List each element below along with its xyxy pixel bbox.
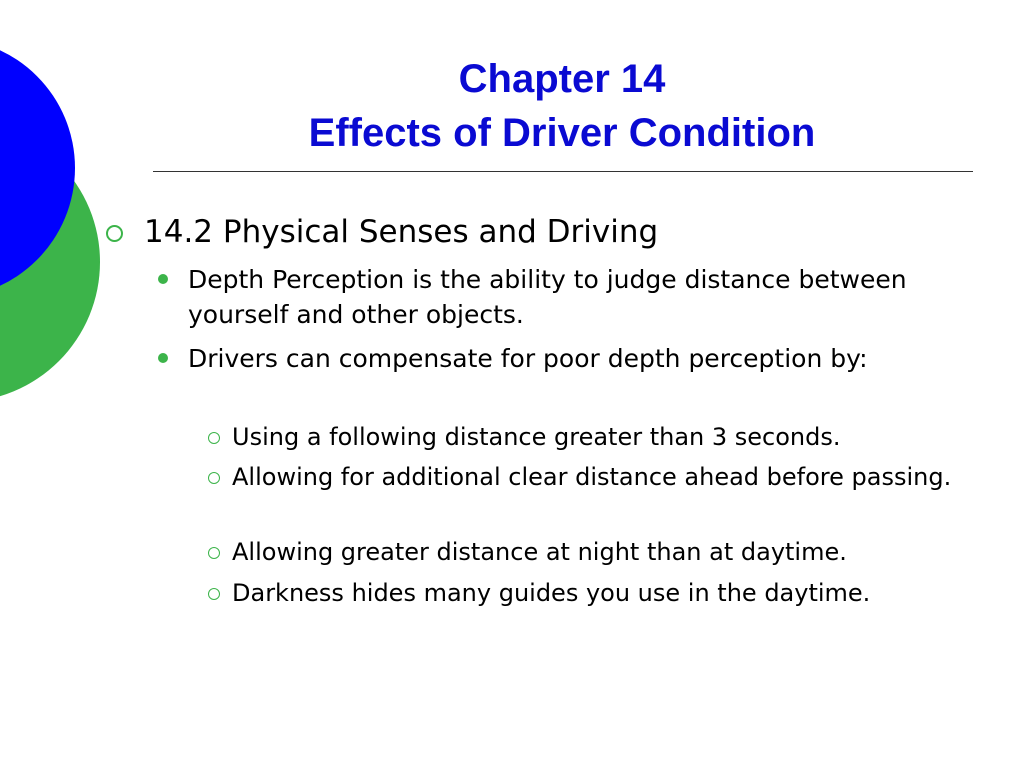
level3-item-night-distance: Allowing greater distance at night than at daytime. [232,538,847,566]
hollow-circle-bullet-icon [208,547,220,559]
filled-circle-bullet-icon [158,353,168,363]
level2-item-compensate: Drivers can compensate for poor depth perception by: [188,344,868,373]
level3-item-following-distance: Using a following distance greater than 3 seconds. [232,423,841,451]
level3-item-clear-distance: Allowing for additional clear distance ahead before passing. [232,463,952,491]
level3-item-darkness: Darkness hides many guides you use in the daytime. [232,579,871,607]
filled-circle-bullet-icon [158,274,168,284]
level1-item: 14.2 Physical Senses and Driving [144,214,659,250]
hollow-circle-bullet-icon [208,472,220,484]
slide-title-line1: Chapter 14 [458,57,666,101]
hollow-circle-bullet-icon [208,588,220,600]
slide-title-line2: Effects of Driver Condition [308,111,816,155]
hollow-circle-bullet-icon [208,432,220,444]
hollow-circle-bullet-icon [106,225,123,242]
level2-item-depth-perception: Depth Perception is the ability to judge distance between yourself and other objects. [188,265,907,329]
